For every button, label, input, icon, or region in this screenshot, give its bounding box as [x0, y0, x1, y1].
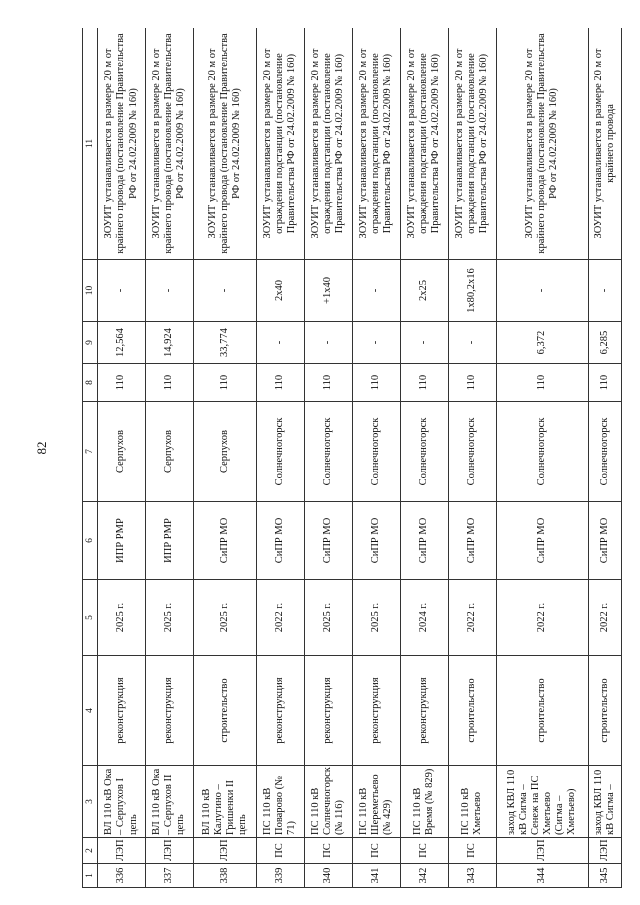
cell-object-name: ВЛ 110 кВ Ока – Серпухов II цепь [145, 766, 193, 838]
cell-capacity: 2x40 [256, 260, 304, 322]
cell-length: - [304, 322, 352, 364]
cell-action: реконструкция [304, 656, 352, 766]
cell-number: 345 [588, 864, 621, 888]
page-number: 82 [34, 441, 49, 455]
cell-type: ПС [352, 838, 400, 864]
cell-number: 340 [304, 864, 352, 888]
cell-number: 339 [256, 864, 304, 888]
cell-capacity: - [496, 260, 588, 322]
cell-object-name: ПС 110 кВ Шереметьево (№ 429) [352, 766, 400, 838]
cell-voltage: 110 [98, 364, 146, 402]
cell-source: СиПР МО [588, 502, 621, 580]
cell-year: 2024 г. [400, 580, 448, 656]
cell-location: Серпухов [193, 402, 256, 502]
cell-object-name: ПС 110 кВ Поварово (№ 71) [256, 766, 304, 838]
cell-action: реконструкция [98, 656, 146, 766]
cell-location: Серпухов [98, 402, 146, 502]
table-row [400, 28, 448, 888]
cell-action: реконструкция [256, 656, 304, 766]
cell-source: СиПР МО [256, 502, 304, 580]
cell-capacity: 2x25 [400, 260, 448, 322]
cell-voltage: 110 [256, 364, 304, 402]
cell-action: строительство [496, 656, 588, 766]
cell-source: СиПР МО [304, 502, 352, 580]
cell-type: ЛЭП [496, 838, 588, 864]
cell-zone-note: ЗОУИТ устанавливается в размере 20 м от ограждения подстанции (постановление Правительства РФ от 24.02.2009 № 160) [448, 28, 496, 260]
cell-zone-note: ЗОУИТ устанавливается в размере 20 м от ограждения подстанции (постановление Правительства РФ от 24.02.2009 № 160) [304, 28, 352, 260]
table-row [304, 28, 352, 888]
column-header: 11 [83, 28, 98, 260]
table-viewport [82, 28, 622, 888]
cell-number: 336 [98, 864, 146, 888]
cell-object-name: заход КВЛ 110 кВ Сигма – [588, 766, 621, 838]
cell-capacity: - [352, 260, 400, 322]
cell-year: 2025 г. [352, 580, 400, 656]
table-row [193, 28, 256, 888]
cell-location: Солнечногорск [304, 402, 352, 502]
cell-source: ИПР РМР [145, 502, 193, 580]
cell-voltage: 110 [448, 364, 496, 402]
cell-year: 2022 г. [496, 580, 588, 656]
cell-zone-note: ЗОУИТ устанавливается в размере 20 м от крайнего провода [588, 28, 621, 260]
table-row [256, 28, 304, 888]
column-header: 2 [83, 838, 98, 864]
cell-year: 2025 г. [304, 580, 352, 656]
cell-voltage: 110 [352, 364, 400, 402]
header-row [83, 28, 98, 888]
table-row [588, 28, 621, 888]
column-header: 6 [83, 502, 98, 580]
cell-length: - [352, 322, 400, 364]
rotated-table-container [82, 28, 622, 888]
cell-voltage: 110 [400, 364, 448, 402]
cell-location: Солнечногорск [588, 402, 621, 502]
cell-location: Солнечногорск [496, 402, 588, 502]
table-row [145, 28, 193, 888]
cell-action: строительство [588, 656, 621, 766]
column-header: 1 [83, 864, 98, 888]
cell-type: ПС [400, 838, 448, 864]
cell-year: 2025 г. [193, 580, 256, 656]
cell-year: 2022 г. [256, 580, 304, 656]
column-header: 3 [83, 766, 98, 838]
data-table [82, 28, 622, 888]
column-header: 7 [83, 402, 98, 502]
cell-length: - [448, 322, 496, 364]
cell-number: 341 [352, 864, 400, 888]
cell-action: строительство [193, 656, 256, 766]
cell-type: ПС [256, 838, 304, 864]
cell-capacity: 1x80,2x16 [448, 260, 496, 322]
cell-voltage: 110 [145, 364, 193, 402]
column-header: 10 [83, 260, 98, 322]
cell-location: Солнечногорск [256, 402, 304, 502]
cell-type: ПС [448, 838, 496, 864]
cell-number: 337 [145, 864, 193, 888]
cell-action: реконструкция [145, 656, 193, 766]
cell-capacity: - [145, 260, 193, 322]
table-row [352, 28, 400, 888]
column-header: 4 [83, 656, 98, 766]
cell-object-name: ВЛ 110 кВ Ока – Серпухов I цепь [98, 766, 146, 838]
cell-action: строительство [448, 656, 496, 766]
cell-number: 343 [448, 864, 496, 888]
cell-source: СиПР МО [496, 502, 588, 580]
cell-type: ПС [304, 838, 352, 864]
cell-voltage: 110 [496, 364, 588, 402]
cell-zone-note: ЗОУИТ устанавливается в размере 20 м от ограждения подстанции (постановление Правительства РФ от 24.02.2009 № 160) [256, 28, 304, 260]
cell-location: Солнечногорск [448, 402, 496, 502]
cell-year: 2022 г. [448, 580, 496, 656]
cell-capacity: +1x40 [304, 260, 352, 322]
cell-object-name: ПС 110 кВ Хметьево [448, 766, 496, 838]
cell-zone-note: ЗОУИТ устанавливается в размере 20 м от ограждения подстанции (постановление Правительства РФ от 24.02.2009 № 160) [400, 28, 448, 260]
cell-source: СиПР МО [352, 502, 400, 580]
column-header: 5 [83, 580, 98, 656]
cell-length: 6,372 [496, 322, 588, 364]
column-header: 8 [83, 364, 98, 402]
cell-length: 14,924 [145, 322, 193, 364]
cell-source: СиПР МО [448, 502, 496, 580]
cell-location: Солнечногорск [400, 402, 448, 502]
cell-year: 2025 г. [145, 580, 193, 656]
cell-type: ЛЭП [193, 838, 256, 864]
table-row [448, 28, 496, 888]
cell-source: СиПР МО [400, 502, 448, 580]
cell-voltage: 110 [193, 364, 256, 402]
cell-location: Серпухов [145, 402, 193, 502]
cell-type: ЛЭП [588, 838, 621, 864]
cell-object-name: ВЛ 110 кВ Калугино – Гришенки II цепь [193, 766, 256, 838]
cell-year: 2022 г. [588, 580, 621, 656]
cell-zone-note: ЗОУИТ устанавливается в размере 20 м от крайнего провода (постановление Правительства РФ от 24.02.2009 № 160) [145, 28, 193, 260]
cell-number: 344 [496, 864, 588, 888]
cell-year: 2025 г. [98, 580, 146, 656]
cell-action: реконструкция [352, 656, 400, 766]
cell-object-name: ПС 110 кВ Солнечногорск (№ 116) [304, 766, 352, 838]
cell-length: 33,774 [193, 322, 256, 364]
cell-zone-note: ЗОУИТ устанавливается в размере 20 м от крайнего провода (постановление Правительства РФ от 24.02.2009 № 160) [98, 28, 146, 260]
cell-location: Солнечногорск [352, 402, 400, 502]
cell-type: ЛЭП [98, 838, 146, 864]
cell-zone-note: ЗОУИТ устанавливается в размере 20 м от ограждения подстанции (постановление Правительства РФ от 24.02.2009 № 160) [352, 28, 400, 260]
cell-voltage: 110 [588, 364, 621, 402]
cell-type: ЛЭП [145, 838, 193, 864]
table-row [98, 28, 146, 888]
cell-voltage: 110 [304, 364, 352, 402]
table-row [496, 28, 588, 888]
cell-number: 338 [193, 864, 256, 888]
cell-source: СиПР МО [193, 502, 256, 580]
cell-capacity: - [588, 260, 621, 322]
cell-capacity: - [193, 260, 256, 322]
cell-source: ИПР РМР [98, 502, 146, 580]
column-header: 9 [83, 322, 98, 364]
cell-object-name: ПС 110 кВ Время (№ 829) [400, 766, 448, 838]
cell-zone-note: ЗОУИТ устанавливается в размере 20 м от крайнего провода (постановление Правительства РФ от 24.02.2009 № 160) [496, 28, 588, 260]
cell-length: 12,564 [98, 322, 146, 364]
cell-length: - [256, 322, 304, 364]
cell-length: 6,285 [588, 322, 621, 364]
cell-number: 342 [400, 864, 448, 888]
cell-zone-note: ЗОУИТ устанавливается в размере 20 м от крайнего провода (постановление Правительства РФ от 24.02.2009 № 160) [193, 28, 256, 260]
cell-object-name: заход КВЛ 110 кВ Сигма – Сенеж на ПС Хметьево (Сигма – Хметьево) [496, 766, 588, 838]
cell-capacity: - [98, 260, 146, 322]
cell-length: - [400, 322, 448, 364]
cell-action: реконструкция [400, 656, 448, 766]
